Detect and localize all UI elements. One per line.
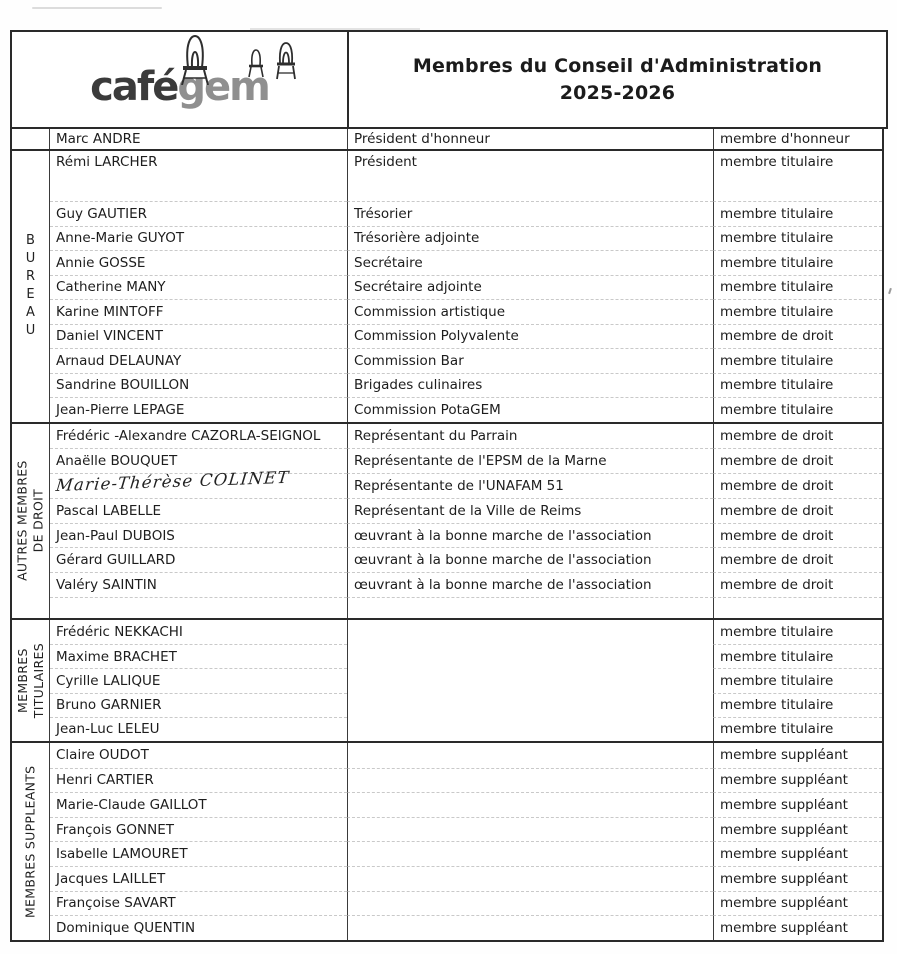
member-status-cell <box>713 597 882 618</box>
member-role-cell <box>347 668 713 692</box>
handwritten-name: Marie-Thérèse COLINET <box>54 468 291 496</box>
member-role-cell <box>347 620 713 644</box>
section-label-bureau <box>12 151 50 422</box>
title-cell <box>349 32 886 127</box>
table-row <box>50 620 882 644</box>
members-table <box>10 127 884 942</box>
table-row <box>50 448 882 473</box>
document-header <box>10 30 888 129</box>
member-name-cell: Annie GOSSE <box>50 250 347 275</box>
section-label-line: U <box>25 251 36 267</box>
member-role-cell: Président d'honneur <box>347 129 713 149</box>
table-row <box>50 597 882 618</box>
member-status-cell: membre d'honneur <box>713 129 882 149</box>
member-role-cell: Président <box>347 151 713 201</box>
table-row <box>50 299 882 324</box>
table-row <box>50 841 882 866</box>
member-name-cell: Daniel VINCENT <box>50 324 347 349</box>
member-role-cell <box>347 915 713 940</box>
table-row <box>50 693 882 717</box>
logo-cell <box>12 32 349 127</box>
table-row <box>50 743 882 768</box>
section-label-line: DE DROIT <box>30 489 46 553</box>
member-status-cell: membre titulaire <box>713 226 882 251</box>
table-row <box>50 891 882 916</box>
section-label-text <box>15 460 46 581</box>
member-role-cell: Commission Polyvalente <box>347 324 713 349</box>
member-status-cell: membre titulaire <box>713 275 882 300</box>
member-name-cell: Anne-Marie GUYOT <box>50 226 347 251</box>
section-autres <box>12 422 882 619</box>
member-name-cell: Jacques LAILLET <box>50 866 347 891</box>
member-role-cell: Secrétaire <box>347 250 713 275</box>
section-label-line: MEMBRES <box>14 648 30 713</box>
member-status-cell: membre suppléant <box>713 768 882 793</box>
table-row <box>50 373 882 398</box>
member-status-cell: membre titulaire <box>713 668 882 692</box>
section-label-line: R <box>25 269 36 285</box>
member-name-cell: Marie-Claude GAILLOT <box>50 792 347 817</box>
section-label-text <box>15 643 46 718</box>
member-name-cell: Bruno GARNIER <box>50 693 347 717</box>
member-status-cell: membre titulaire <box>713 151 882 201</box>
section-label-autres <box>12 424 50 619</box>
table-row <box>50 915 882 940</box>
section-label-line: MEMBRES SUPPLEANTS <box>22 765 38 918</box>
member-name-cell: Guy GAUTIER <box>50 201 347 226</box>
member-name-cell: Valéry SAINTIN <box>50 572 347 597</box>
member-name-cell: Arnaud DELAUNAY <box>50 348 347 373</box>
member-role-cell <box>347 792 713 817</box>
member-name-cell: Marc ANDRE <box>56 131 141 147</box>
member-name-cell: Françoise SAVART <box>50 891 347 916</box>
page-title <box>413 53 822 106</box>
table-row <box>50 768 882 793</box>
section-bureau <box>12 149 882 422</box>
section-label-line: E <box>26 287 35 303</box>
table-row <box>50 866 882 891</box>
member-status-cell: membre titulaire <box>713 348 882 373</box>
table-row <box>50 129 882 149</box>
member-status-cell: membre titulaire <box>713 644 882 668</box>
table-row <box>50 424 882 449</box>
member-name-cell: Jean-Paul DUBOIS <box>50 523 347 548</box>
member-role-cell: Représentant du Parrain <box>347 424 713 449</box>
member-role-cell: Représentante de l'EPSM de la Marne <box>347 448 713 473</box>
member-name-cell: Rémi LARCHER <box>56 154 158 170</box>
member-name-cell: Pascal LABELLE <box>50 498 347 523</box>
member-name-cell <box>50 597 347 618</box>
member-status-cell: membre de droit <box>713 523 882 548</box>
section-label-line: TITULAIRES <box>30 642 46 719</box>
table-row <box>50 324 882 349</box>
table-row <box>50 792 882 817</box>
member-role-cell <box>347 743 713 768</box>
member-status-cell: membre titulaire <box>713 373 882 398</box>
member-role-cell <box>347 717 713 741</box>
table-row <box>50 226 882 251</box>
page-title-line2: 2025-2026 <box>559 81 676 104</box>
member-role-cell <box>347 644 713 668</box>
member-role-cell: Commission artistique <box>347 299 713 324</box>
member-status-cell: membre suppléant <box>713 866 882 891</box>
member-status-cell: membre titulaire <box>713 620 882 644</box>
member-status-cell: membre suppléant <box>713 817 882 842</box>
member-role-cell <box>347 866 713 891</box>
member-name-cell: Gérard GUILLARD <box>50 547 347 572</box>
member-role-cell <box>347 693 713 717</box>
member-name-cell: Frédéric NEKKACHI <box>56 624 183 641</box>
section-label-text <box>23 765 39 917</box>
member-status-cell: membre de droit <box>713 498 882 523</box>
member-name-cell: Henri CARTIER <box>50 768 347 793</box>
section-label-honneur <box>12 129 50 149</box>
section-label-text <box>26 232 36 340</box>
table-row <box>50 547 882 572</box>
member-name-cell: Cyrille LALIQUE <box>50 668 347 692</box>
member-status-cell: membre de droit <box>713 572 882 597</box>
logo-text-gem: gem <box>177 63 269 110</box>
table-row <box>50 397 882 422</box>
member-name-cell: Karine MINTOFF <box>50 299 347 324</box>
member-status-cell: membre de droit <box>713 473 882 498</box>
member-status-cell: membre suppléant <box>713 915 882 940</box>
page-title-line1: Membres du Conseil d'Administration <box>412 54 823 77</box>
member-status-cell: membre suppléant <box>713 891 882 916</box>
member-name-cell: Jean-Luc LELEU <box>50 717 347 741</box>
section-label-suppleants <box>12 743 50 940</box>
cafegem-logo <box>90 63 269 110</box>
member-role-cell: Commission PotaGEM <box>347 397 713 422</box>
member-status-cell: membre titulaire <box>713 397 882 422</box>
section-label-line: AUTRES MEMBRES <box>14 460 30 582</box>
member-role-cell <box>347 597 713 618</box>
member-name-cell: Jean-Pierre LEPAGE <box>50 397 347 422</box>
section-label-line: A <box>26 305 35 321</box>
member-role-cell <box>347 817 713 842</box>
section-honneur <box>12 129 882 149</box>
member-name-cell <box>50 468 347 498</box>
member-role-cell: Trésorière adjointe <box>347 226 713 251</box>
member-status-cell: membre de droit <box>713 448 882 473</box>
member-role-cell: œuvrant à la bonne marche de l'association <box>347 523 713 548</box>
section-suppleants <box>12 741 882 940</box>
table-row <box>50 348 882 373</box>
member-status-cell: membre titulaire <box>713 717 882 741</box>
member-role-cell: Représentant de la Ville de Reims <box>347 498 713 523</box>
table-row <box>50 717 882 741</box>
member-role-cell <box>347 891 713 916</box>
member-status-cell: membre titulaire <box>713 693 882 717</box>
member-status-cell: membre titulaire <box>713 201 882 226</box>
table-row <box>50 817 882 842</box>
member-name-cell: Frédéric -Alexandre CAZORLA-SEIGNOL <box>56 427 321 444</box>
member-status-cell: membre titulaire <box>713 299 882 324</box>
scan-artifact <box>888 288 892 294</box>
member-role-cell: œuvrant à la bonne marche de l'association <box>347 572 713 597</box>
member-name-cell: Catherine MANY <box>50 275 347 300</box>
logo-text-cafe: café <box>90 63 178 110</box>
member-role-cell <box>347 768 713 793</box>
member-status-cell: membre titulaire <box>713 250 882 275</box>
table-row <box>50 668 882 692</box>
member-status-cell: membre de droit <box>713 324 882 349</box>
member-role-cell: Commission Bar <box>347 348 713 373</box>
section-titulaires <box>12 618 882 741</box>
member-role-cell: Représentante de l'UNAFAM 51 <box>347 473 713 498</box>
member-status-cell: membre de droit <box>713 424 882 449</box>
member-name-cell: Anaëlle BOUQUET <box>50 448 347 473</box>
member-role-cell: Brigades culinaires <box>347 373 713 398</box>
table-row <box>50 644 882 668</box>
scan-artifact <box>32 7 162 9</box>
member-name-cell: Dominique QUENTIN <box>50 915 347 940</box>
member-status-cell: membre suppléant <box>713 792 882 817</box>
table-row <box>50 151 882 201</box>
table-row <box>50 250 882 275</box>
table-row <box>50 572 882 597</box>
member-status-cell: membre de droit <box>713 547 882 572</box>
table-row <box>50 498 882 523</box>
member-name-cell: Sandrine BOUILLON <box>50 373 347 398</box>
member-name-cell: François GONNET <box>50 817 347 842</box>
member-name-cell: Maxime BRACHET <box>50 644 347 668</box>
section-label-line: U <box>25 323 36 339</box>
member-role-cell <box>347 841 713 866</box>
member-name-cell: Claire OUDOT <box>56 747 149 764</box>
member-status-cell: membre suppléant <box>713 743 882 768</box>
table-row <box>50 468 882 498</box>
member-name-cell: Isabelle LAMOURET <box>50 841 347 866</box>
member-role-cell: œuvrant à la bonne marche de l'association <box>347 547 713 572</box>
table-row <box>50 523 882 548</box>
table-row <box>50 275 882 300</box>
section-label-titulaires <box>12 620 50 741</box>
table-row <box>50 201 882 226</box>
member-role-cell: Secrétaire adjointe <box>347 275 713 300</box>
member-role-cell: Trésorier <box>347 201 713 226</box>
section-label-line: B <box>26 233 35 249</box>
member-status-cell: membre suppléant <box>713 841 882 866</box>
